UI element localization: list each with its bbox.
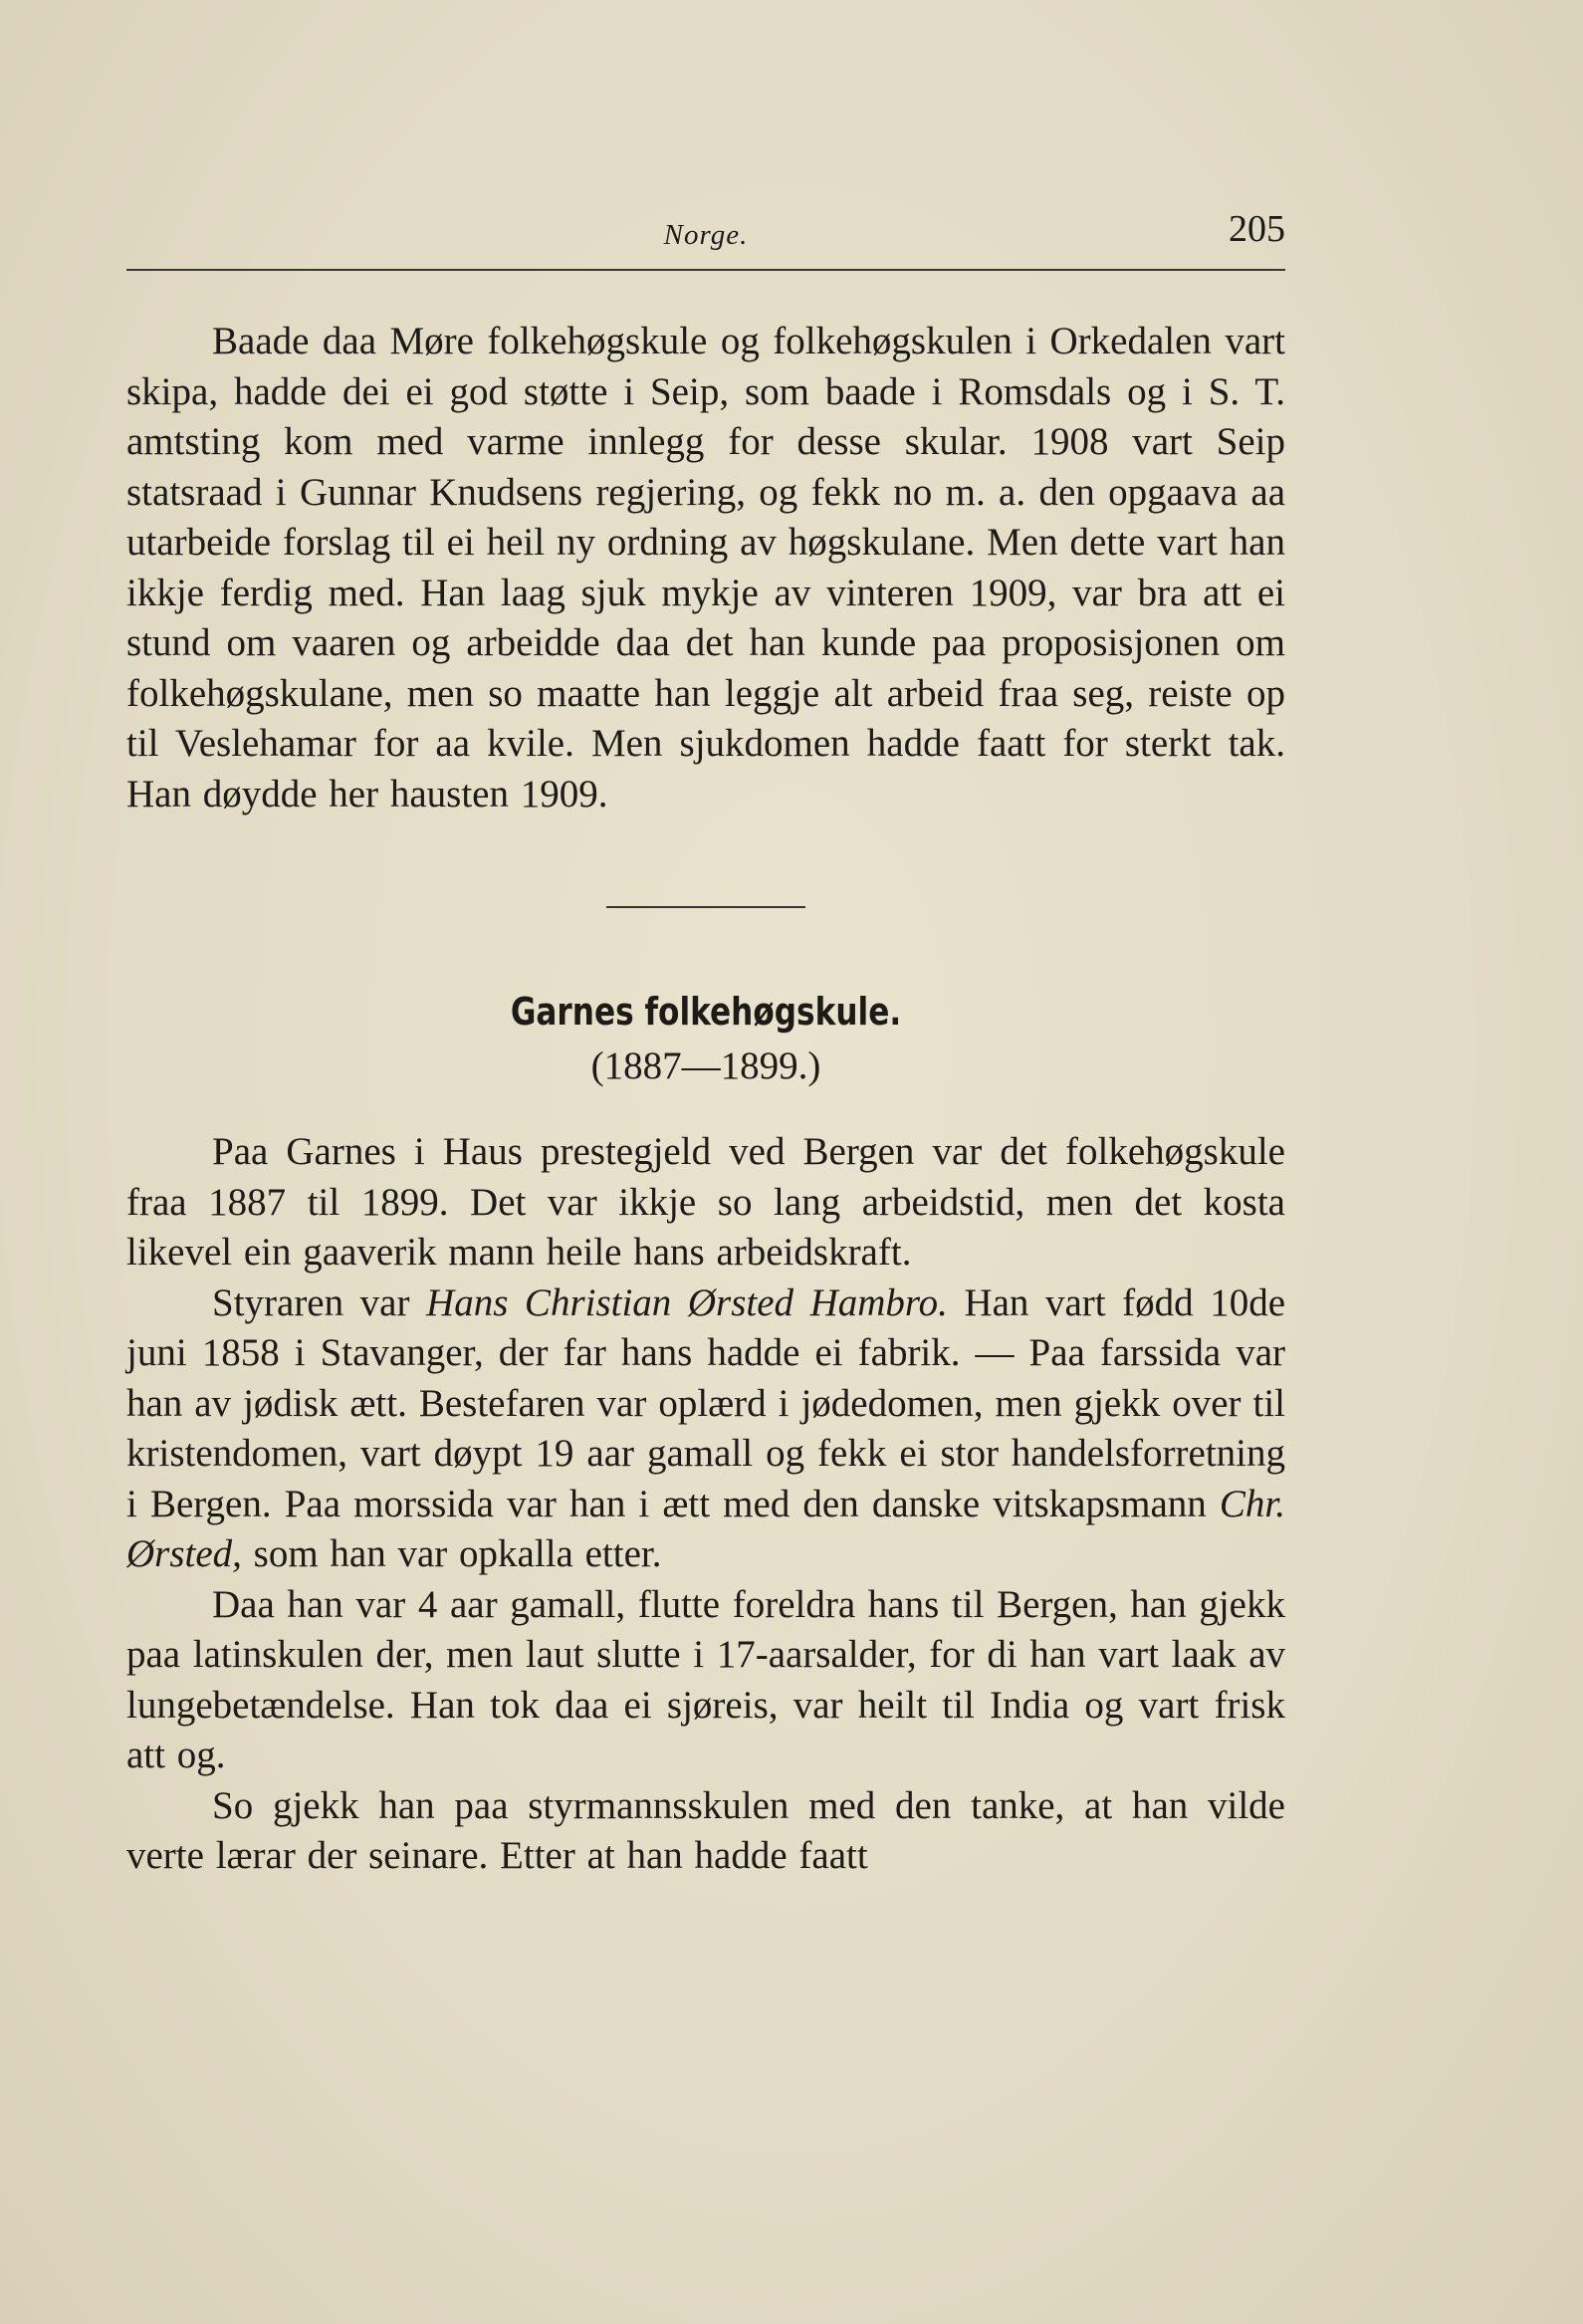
section-dates: (1887—1899.) bbox=[590, 1045, 821, 1087]
paragraph-2-middle: Han vart fødd 10de juni 1858 i Stavanger, der far hans hadde ei fabrik. — Paa farssida var han av jødisk ætt. Bestefaren var oplærd i jødedomen, men gjekk over til kristendomen, vart døypt 19 aar gamall og fekk ei stor handelsforretning i Bergen. Paa morssida var han i ætt med den danske vitskapsmann bbox=[126, 1280, 1286, 1525]
person-reference: Chr. Ørsted, bbox=[126, 1482, 1285, 1575]
section-title: Garnes folkehøgskule. bbox=[510, 990, 902, 1034]
running-head: Norge. bbox=[663, 219, 749, 251]
page-body bbox=[126, 317, 1285, 1882]
section-separator bbox=[606, 906, 805, 908]
paragraph-2-after: som han var opkalla etter. bbox=[241, 1532, 662, 1575]
header-rule bbox=[126, 269, 1285, 271]
section-body bbox=[126, 1127, 1285, 1882]
paragraph-3: Daa han var 4 aar gamall, flutte foreldra hans til Bergen, han gjekk paa latinskulen der, men laut slutte i 17-aarsalder, for di han vart laak av lungebetændelse. Han tok daa ei sjøreis, var heilt til India og vart frisk att og. bbox=[126, 1582, 1285, 1776]
page-header bbox=[126, 207, 1285, 267]
intro-paragraph: Baade daa Møre folkehøgskule og folkehøgskulen i Orkedalen vart skipa, hadde dei ei god støtte i Seip, som baade i Romsdals og i S. T. amtsting kom med varme innlegg for desse skular. 1908 vart Seip statsraad i Gunnar Knudsens regjering, og fekk no m. a. den opgaava aa utarbeide forslag til ei heil ny ordning av høgskulane. Men dette vart han ikkje ferdig med. Han laag sjuk mykje av vinteren 1909, var bra att ei stund om vaaren og arbeidde daa det han kunde paa proposisjonen om folkehøgskulane, men so maatte han leggje alt arbeid fraa seg, reiste op til Veslehamar for aa kvile. Men sjukdomen hadde faatt for sterkt tak. Han døydde her hausten 1909. bbox=[126, 320, 1285, 815]
paragraph-4: So gjekk han paa styrmannsskulen med den tanke, at han vilde verte lærar der seinare. Etter at han hadde faatt bbox=[126, 1783, 1285, 1877]
paragraph-1: Paa Garnes i Haus prestegjeld ved Bergen var det folkehøgskule fraa 1887 til 1899. Det var ikkje so lang arbeidstid, men det kosta likevel ein gaaverik mann heile hans arbeidskraft. bbox=[126, 1130, 1285, 1274]
paragraph-2-before: Styraren var bbox=[212, 1280, 427, 1324]
page-number: 205 bbox=[1229, 208, 1285, 250]
person-name: Hans Christian Ørsted Hambro. bbox=[426, 1280, 948, 1324]
paragraph-2 bbox=[126, 1278, 1285, 1580]
